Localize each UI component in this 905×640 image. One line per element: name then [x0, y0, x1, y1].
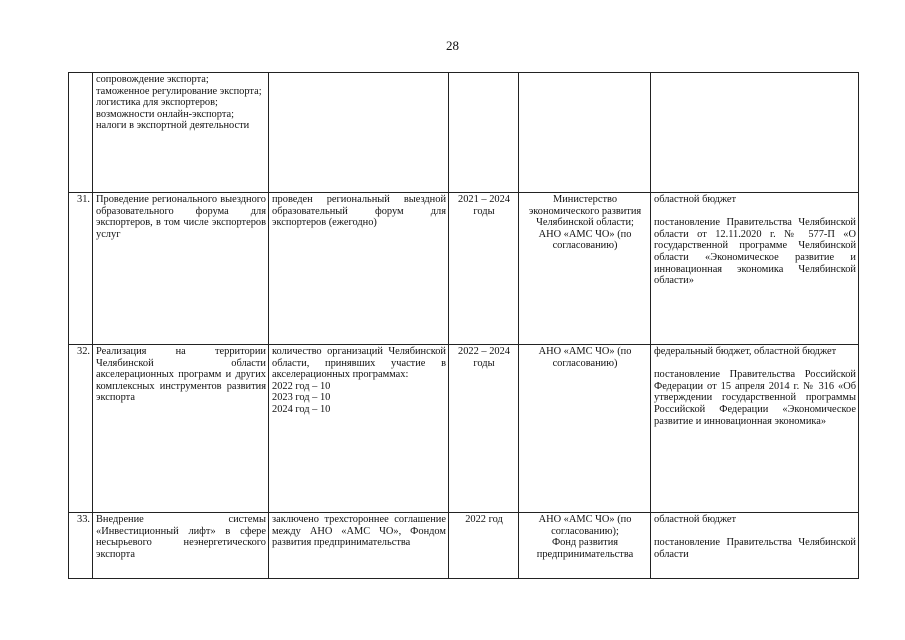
executor-cell-line: Министерство экономического развития Челябинской области; — [528, 194, 642, 229]
measure-cell-line: сопровождение экспорта; — [96, 74, 209, 85]
result-cell — [269, 73, 449, 193]
measure-cell-line: возможности онлайн-экспорта; — [96, 108, 234, 120]
period-cell — [449, 73, 519, 193]
period-cell: 2022 год — [449, 513, 519, 579]
funding-cell — [651, 513, 859, 579]
executor-cell — [519, 345, 651, 513]
funding-cell-line — [654, 526, 856, 538]
funding-cell-line — [654, 206, 856, 218]
executor-cell-line: АНО «АМС ЧО» (по согласованию) — [538, 228, 632, 252]
measures-table — [68, 72, 859, 579]
measure-cell-line: Проведение регионального выездного образовательного форума для экспортеров, в том числе экспортеров услуг — [96, 194, 266, 240]
result-cell-line: заключено трехстороннее соглашение между АНО «АМС ЧО», Фондом развития предпринимательства — [272, 514, 446, 549]
funding-cell-line: областной бюджет — [654, 194, 737, 205]
period-cell: 2021 – 2024 годы — [449, 193, 519, 345]
measure-cell-line: налоги в экспортной деятельности — [96, 120, 250, 132]
funding-cell-line: областной бюджет — [654, 514, 737, 525]
funding-cell-line: постановление Правительства Российской Федерации от 15 апреля 2014 г. № 316 «Об утверждении государственной программы Российской Федерации «Экономическое развитие и инновационная экономика» — [654, 369, 856, 427]
funding-cell-line: федеральный бюджет, областной бюджет — [654, 346, 837, 357]
executor-cell-line: АНО «АМС ЧО» (по согласованию) — [538, 346, 632, 369]
funding-cell-line: постановление Правительства Челябинской области — [654, 537, 856, 560]
result-cell-line: количество организаций Челябинской области, принявших участие в акселерационных программах: — [272, 346, 446, 381]
row-number: 32. — [69, 345, 93, 513]
measure-cell-line: таможенное регулирование экспорта; — [96, 85, 262, 97]
result-cell-line: 2024 год – 10 — [272, 403, 331, 415]
funding-cell-line — [654, 358, 856, 370]
measure-cell — [93, 193, 269, 345]
result-cell-line: 2022 год – 10 — [272, 380, 331, 392]
executor-cell-line: АНО «АМС ЧО» (по согласованию); — [538, 514, 632, 537]
measure-cell — [93, 345, 269, 513]
measure-cell — [93, 73, 269, 193]
table-row — [69, 193, 859, 345]
executor-cell — [519, 513, 651, 579]
row-number: 33. — [69, 513, 93, 579]
period-cell: 2022 – 2024 годы — [449, 345, 519, 513]
row-number: 31. — [69, 193, 93, 345]
table-row — [69, 513, 859, 579]
page-number: 28 — [446, 38, 459, 53]
funding-cell — [651, 193, 859, 345]
measure-cell-line: Реализация на территории Челябинской области акселерационных программ и других комплексных инструментов развития экспорта — [96, 346, 266, 404]
funding-cell — [651, 345, 859, 513]
funding-cell-line: постановление Правительства Челябинской области от 12.11.2020 г. № 577-П «О государственной программе Челябинской области «Экономическое развитие и инновационная экономика Челябинской области» — [654, 217, 856, 287]
result-cell-line: 2023 год – 10 — [272, 392, 331, 404]
executor-cell-line: Фонд развития предпринимательства — [536, 537, 634, 560]
funding-cell — [651, 73, 859, 193]
result-cell-line: проведен региональный выездной образовательный форум для экспортеров (ежегодно) — [272, 194, 446, 229]
measure-cell — [93, 513, 269, 579]
result-cell — [269, 193, 449, 345]
table-row — [69, 73, 859, 193]
executor-cell — [519, 193, 651, 345]
result-cell — [269, 513, 449, 579]
table-row — [69, 345, 859, 513]
result-cell — [269, 345, 449, 513]
executor-cell — [519, 73, 651, 193]
measure-cell-line: логистика для экспортеров; — [96, 97, 218, 109]
measure-cell-line: Внедрение системы «Инвестиционный лифт» в сфере несырьевого неэнергетического экспорта — [96, 514, 266, 560]
row-number — [69, 73, 93, 193]
